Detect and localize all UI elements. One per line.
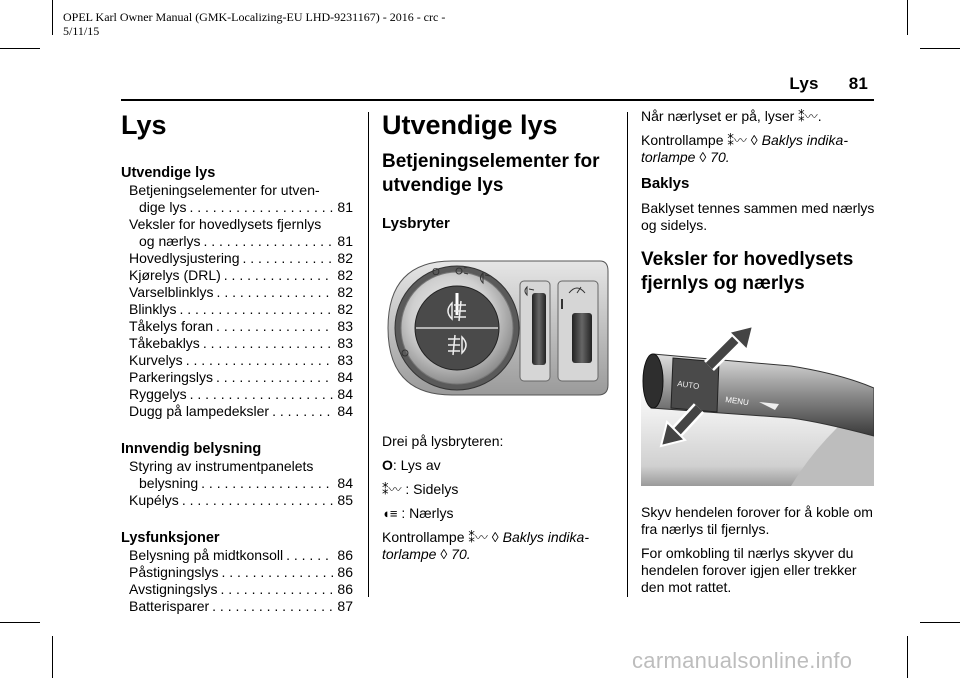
print-meta-line2: 5/11/15 <box>63 24 100 38</box>
toc-entry[interactable] <box>121 318 353 335</box>
light-switch-figure <box>382 253 610 403</box>
running-head-title: Lys <box>789 74 819 93</box>
running-head <box>789 74 868 94</box>
toc-entry-text: Ryggelys <box>129 386 187 402</box>
column-divider <box>368 112 369 597</box>
lowbeam-text: : Nærlys <box>397 505 454 521</box>
column-divider <box>627 112 628 597</box>
column-2 <box>382 108 610 570</box>
lowbeam-indicator-text-a: Når nærlyset er på, lyser <box>641 108 799 124</box>
toc-page-number: 84 <box>337 369 353 385</box>
toc-entry[interactable] <box>121 598 353 615</box>
toc-entry-text: Belysning på midtkonsoll <box>129 547 284 563</box>
low-beam-icon: ◖≡ <box>382 506 398 521</box>
toc-entry[interactable] <box>121 403 353 420</box>
reference-link[interactable]: Baklys indika-torlampe <box>382 529 589 562</box>
toc-entry-text[interactable]: Betjeningselementer for utven- <box>129 182 320 198</box>
toc-leader-dots <box>198 475 334 492</box>
crop-mark <box>0 48 40 49</box>
crop-mark <box>920 48 960 49</box>
toc-leader-dots <box>214 284 335 301</box>
toc-entry-text[interactable]: Veksler for hovedlysets fjernlys <box>129 216 322 232</box>
toc-entry-text: dige lys <box>139 199 187 215</box>
reference-link[interactable]: Baklys indika-torlampe <box>641 132 848 165</box>
toc-column <box>121 108 353 615</box>
intro-text: Drei på lysbryteren: <box>382 433 504 449</box>
toc-section-heading: Lysfunksjoner <box>121 530 220 546</box>
control-lamp-label: Kontrollampe <box>641 132 728 148</box>
print-meta <box>63 10 445 38</box>
toc-leader-dots <box>217 581 334 598</box>
reference-page[interactable]: 70 <box>710 149 726 165</box>
off-line <box>382 457 610 474</box>
toc-entry-text: Påstigningslys <box>129 564 219 580</box>
auto-label: AUTO <box>676 379 700 392</box>
off-marker: O <box>432 267 440 278</box>
toc-page-number: 83 <box>337 318 353 334</box>
lowbeam-line <box>382 505 610 522</box>
toc-leader-dots <box>209 598 334 615</box>
subsection-title: Betjeningselementer for utvendige lys <box>382 151 600 196</box>
toc-page-number: 85 <box>337 492 353 508</box>
forward-arrow-icon <box>709 326 753 366</box>
baklys-heading: Baklys <box>641 175 690 192</box>
toc-page-number: 84 <box>337 403 353 419</box>
toc-entry-text: Dugg på lampedeksler <box>129 403 270 419</box>
toc-section-heading: Innvendig belysning <box>121 441 262 457</box>
control-lamp-line <box>382 529 610 563</box>
subsubsection-title: Lysbryter <box>382 215 450 232</box>
toc-entry[interactable] <box>121 352 353 369</box>
toc-page-number: 86 <box>337 547 353 563</box>
crop-mark <box>52 636 53 678</box>
toc-leader-dots <box>179 492 335 509</box>
toc-entry[interactable] <box>121 250 353 267</box>
toc-entry-text: og nærlys <box>139 233 201 249</box>
toc-entry[interactable] <box>121 301 353 318</box>
menu-label: MENU <box>724 395 750 408</box>
toc-leader-dots <box>240 250 335 267</box>
toc-entry[interactable] <box>121 475 353 492</box>
toc-entry-text[interactable]: Styring av instrumentpanelets <box>129 458 314 474</box>
toc-entry-text: Parkeringslys <box>129 369 214 385</box>
sidelight-icon: ⁑〰 <box>382 482 402 497</box>
toc-entry-text: Tåkebaklys <box>129 335 200 351</box>
toc-entry[interactable] <box>121 267 353 284</box>
off-text: : Lys av <box>392 457 441 473</box>
watermark: carmanualsonline.info <box>632 648 853 673</box>
toc-entry-text: belysning <box>139 475 199 491</box>
toc-entry-text: Kupélys <box>129 492 179 508</box>
control-lamp-label: Kontrollampe <box>382 529 469 545</box>
crop-mark <box>0 622 40 623</box>
column-3 <box>641 108 876 603</box>
toc-entry[interactable] <box>121 199 353 216</box>
toc-leader-dots <box>213 369 334 386</box>
toc-page-number: 82 <box>337 301 353 317</box>
veksler-heading: Veksler for hovedlysets fjernlys og nærlys <box>641 249 854 294</box>
toc-entry[interactable] <box>121 386 353 403</box>
toc-entry[interactable] <box>121 564 353 581</box>
toc-leader-dots <box>213 318 334 335</box>
toc-leader-dots <box>221 267 335 284</box>
toc-page-number: 86 <box>337 581 353 597</box>
toc-leader-dots <box>283 547 334 564</box>
toc-page-number: 83 <box>337 352 353 368</box>
reference-arrow-icon: ◊ <box>699 149 711 165</box>
crop-mark <box>52 0 53 35</box>
headlight-stalk-figure <box>641 326 874 486</box>
toc-page-number: 82 <box>337 250 353 266</box>
toc-page-number: 87 <box>337 598 353 614</box>
beam-level-wheel <box>532 293 546 365</box>
crop-mark <box>907 636 908 678</box>
toc-page-number: 83 <box>337 335 353 351</box>
sidelight-icon: ⁑〰 <box>727 133 747 148</box>
toc-entry-text: Kurvelys <box>129 352 183 368</box>
reference-arrow-icon: ◊ <box>746 132 762 148</box>
print-meta-line1: OPEL Karl Owner Manual (GMK-Localizing-EU LHD-9231167) - 2016 - crc - <box>63 10 446 24</box>
toc-page-number: 82 <box>337 284 353 300</box>
sidelight-text: : Sidelys <box>401 481 459 497</box>
toc-page-number: 84 <box>337 386 353 402</box>
toc-leader-dots <box>200 335 335 352</box>
toc-entry-text: Blinklys <box>129 301 177 317</box>
toc-leader-dots <box>219 564 335 581</box>
sentence-end: . <box>725 149 730 165</box>
toc-entry-text: Avstigningslys <box>129 581 218 597</box>
crop-mark <box>907 0 908 35</box>
lowbeam-indicator-text <box>641 108 876 125</box>
forward-instruction: Skyv hendelen forover for å koble om fra nærlys til fjernlys. <box>641 504 873 537</box>
backward-instruction: For omkobling til nærlys skyver du hendelen forover igjen eller trekker den mot rattet. <box>641 545 857 595</box>
toc-section-heading: Utvendige lys <box>121 165 216 181</box>
toc-page-number: 81 <box>337 233 353 249</box>
section-title: Utvendige lys <box>382 110 558 140</box>
reference-arrow-icon: ◊ <box>487 529 503 545</box>
sidelight-icon: ⁑〰 <box>468 530 488 545</box>
toc-page-number: 86 <box>337 564 353 580</box>
off-symbol: O <box>382 457 393 473</box>
toc-entry[interactable] <box>121 335 353 352</box>
sidelight-icon: ⁑〰 <box>798 109 818 124</box>
toc-leader-dots <box>176 301 334 318</box>
control-lamp-line-2 <box>641 132 876 166</box>
toc-entry[interactable] <box>121 581 353 598</box>
toc-leader-dots <box>269 403 334 420</box>
toc-leader-dots <box>187 386 335 403</box>
toc-entry[interactable] <box>121 547 353 564</box>
baklys-text: Baklyset tennes sammen med nærlys og sidelys. <box>641 200 875 233</box>
lowbeam-indicator-text-b: . <box>817 108 822 124</box>
toc <box>121 165 353 615</box>
toc-entry-text: Hovedlysjustering <box>129 250 240 266</box>
toc-entry[interactable] <box>121 233 353 250</box>
header-rule <box>121 99 874 101</box>
reference-arrow-icon: ◊ <box>440 546 452 562</box>
sentence-end: . <box>466 546 471 562</box>
toc-entry-text: Batterisparer <box>129 598 210 614</box>
toc-entry-text: Tåkelys foran <box>129 318 214 334</box>
toc-entry-text: Varselblinklys <box>129 284 214 300</box>
toc-page-number: 82 <box>337 267 353 283</box>
crop-mark <box>920 622 960 623</box>
toc-leader-dots <box>183 352 335 369</box>
toc-entry[interactable] <box>121 284 353 301</box>
toc-entry[interactable] <box>121 369 353 386</box>
brightness-wheel <box>572 313 592 363</box>
toc-page-number: 84 <box>337 475 353 491</box>
page-number: 81 <box>848 74 868 93</box>
toc-leader-dots <box>186 199 334 216</box>
chapter-title: Lys <box>121 110 167 140</box>
sidelight-line <box>382 481 610 498</box>
toc-leader-dots <box>200 233 334 250</box>
toc-entry-text: Kjørelys (DRL) <box>129 267 221 283</box>
toc-entry[interactable] <box>121 492 353 509</box>
toc-page-number: 81 <box>337 199 353 215</box>
reference-page[interactable]: 70 <box>451 546 467 562</box>
